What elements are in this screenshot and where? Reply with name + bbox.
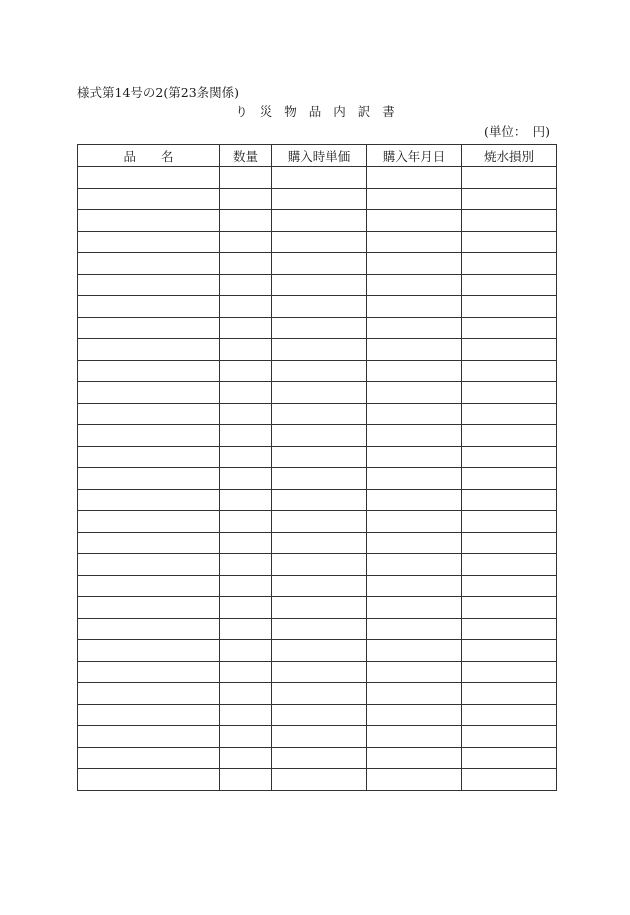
quantity-cell bbox=[220, 425, 272, 447]
item-name-cell bbox=[78, 468, 220, 490]
unit-price-cell bbox=[272, 382, 367, 404]
unit-price-cell bbox=[272, 360, 367, 382]
item-name-cell bbox=[78, 769, 220, 791]
damage-type-cell bbox=[462, 360, 557, 382]
unit-price-cell bbox=[272, 468, 367, 490]
unit-price-cell bbox=[272, 489, 367, 511]
quantity-cell bbox=[220, 231, 272, 253]
purchase-date-cell bbox=[367, 339, 462, 361]
table-row bbox=[78, 618, 557, 640]
damage-type-cell bbox=[462, 231, 557, 253]
column-header-purchase-date: 購入年月日 bbox=[367, 145, 462, 167]
purchase-date-cell bbox=[367, 683, 462, 705]
quantity-cell bbox=[220, 618, 272, 640]
unit-price-cell bbox=[272, 210, 367, 232]
table-row bbox=[78, 704, 557, 726]
document-title bbox=[0, 102, 630, 120]
quantity-cell bbox=[220, 511, 272, 533]
damage-type-cell bbox=[462, 489, 557, 511]
quantity-cell bbox=[220, 446, 272, 468]
quantity-cell bbox=[220, 403, 272, 425]
purchase-date-cell bbox=[367, 769, 462, 791]
table-row bbox=[78, 769, 557, 791]
damage-type-cell bbox=[462, 661, 557, 683]
unit-price-cell bbox=[272, 188, 367, 210]
damage-type-cell bbox=[462, 640, 557, 662]
purchase-date-cell bbox=[367, 425, 462, 447]
unit-price-cell bbox=[272, 769, 367, 791]
unit-price-cell bbox=[272, 532, 367, 554]
unit-price-cell bbox=[272, 597, 367, 619]
quantity-cell bbox=[220, 167, 272, 189]
purchase-date-cell bbox=[367, 360, 462, 382]
quantity-cell bbox=[220, 554, 272, 576]
item-name-cell bbox=[78, 747, 220, 769]
item-name-cell bbox=[78, 661, 220, 683]
unit-price-cell bbox=[272, 253, 367, 275]
purchase-date-cell bbox=[367, 704, 462, 726]
item-name-cell bbox=[78, 253, 220, 275]
unit-price-cell bbox=[272, 425, 367, 447]
quantity-cell bbox=[220, 704, 272, 726]
table-row bbox=[78, 661, 557, 683]
column-header-damage-type: 焼水損別 bbox=[462, 145, 557, 167]
quantity-cell bbox=[220, 339, 272, 361]
item-name-cell bbox=[78, 296, 220, 318]
damage-type-cell bbox=[462, 468, 557, 490]
column-header-unit-price: 購入時単価 bbox=[272, 145, 367, 167]
quantity-cell bbox=[220, 468, 272, 490]
unit-price-cell bbox=[272, 575, 367, 597]
quantity-cell bbox=[220, 726, 272, 748]
purchase-date-cell bbox=[367, 403, 462, 425]
table-row bbox=[78, 468, 557, 490]
unit-note: (単位： 円) bbox=[483, 124, 550, 139]
table-row bbox=[78, 188, 557, 210]
table-row bbox=[78, 726, 557, 748]
quantity-cell bbox=[220, 296, 272, 318]
table-row bbox=[78, 640, 557, 662]
quantity-cell bbox=[220, 640, 272, 662]
purchase-date-cell bbox=[367, 511, 462, 533]
damage-type-cell bbox=[462, 511, 557, 533]
item-name-cell bbox=[78, 511, 220, 533]
table-row bbox=[78, 425, 557, 447]
damage-type-cell bbox=[462, 554, 557, 576]
quantity-cell bbox=[220, 597, 272, 619]
item-name-cell bbox=[78, 489, 220, 511]
title-char: 災 bbox=[259, 104, 273, 119]
damage-type-cell bbox=[462, 532, 557, 554]
damage-type-cell bbox=[462, 597, 557, 619]
unit-price-cell bbox=[272, 640, 367, 662]
damage-type-cell bbox=[462, 769, 557, 791]
damage-type-cell bbox=[462, 425, 557, 447]
quantity-cell bbox=[220, 253, 272, 275]
title-char: 品 bbox=[308, 104, 322, 119]
table-row bbox=[78, 532, 557, 554]
item-name-cell bbox=[78, 683, 220, 705]
quantity-cell bbox=[220, 317, 272, 339]
column-header-quantity: 数量 bbox=[220, 145, 272, 167]
item-name-cell bbox=[78, 532, 220, 554]
purchase-date-cell bbox=[367, 597, 462, 619]
purchase-date-cell bbox=[367, 446, 462, 468]
table-row bbox=[78, 360, 557, 382]
quantity-cell bbox=[220, 188, 272, 210]
unit-price-cell bbox=[272, 726, 367, 748]
item-name-cell bbox=[78, 425, 220, 447]
purchase-date-cell bbox=[367, 468, 462, 490]
title-char: 訳 bbox=[357, 104, 371, 119]
damage-type-cell bbox=[462, 726, 557, 748]
table-row bbox=[78, 382, 557, 404]
table-row bbox=[78, 339, 557, 361]
purchase-date-cell bbox=[367, 382, 462, 404]
table-row bbox=[78, 210, 557, 232]
purchase-date-cell bbox=[367, 296, 462, 318]
item-name-cell bbox=[78, 726, 220, 748]
purchase-date-cell bbox=[367, 253, 462, 275]
item-name-cell bbox=[78, 360, 220, 382]
purchase-date-cell bbox=[367, 489, 462, 511]
quantity-cell bbox=[220, 769, 272, 791]
quantity-cell bbox=[220, 274, 272, 296]
damage-type-cell bbox=[462, 446, 557, 468]
quantity-cell bbox=[220, 532, 272, 554]
quantity-cell bbox=[220, 683, 272, 705]
unit-price-cell bbox=[272, 747, 367, 769]
item-name-cell bbox=[78, 167, 220, 189]
quantity-cell bbox=[220, 360, 272, 382]
table-row bbox=[78, 167, 557, 189]
damage-type-cell bbox=[462, 382, 557, 404]
table-row bbox=[78, 489, 557, 511]
table-row bbox=[78, 253, 557, 275]
item-name-cell bbox=[78, 575, 220, 597]
unit-price-cell bbox=[272, 274, 367, 296]
quantity-cell bbox=[220, 575, 272, 597]
item-name-cell bbox=[78, 210, 220, 232]
damage-type-cell bbox=[462, 296, 557, 318]
title-char: 内 bbox=[333, 104, 346, 119]
table-row bbox=[78, 575, 557, 597]
unit-price-cell bbox=[272, 317, 367, 339]
purchase-date-cell bbox=[367, 532, 462, 554]
purchase-date-cell bbox=[367, 210, 462, 232]
purchase-date-cell bbox=[367, 231, 462, 253]
item-name-cell bbox=[78, 382, 220, 404]
item-name-cell bbox=[78, 188, 220, 210]
purchase-date-cell bbox=[367, 167, 462, 189]
damage-type-cell bbox=[462, 339, 557, 361]
purchase-date-cell bbox=[367, 554, 462, 576]
damage-type-cell bbox=[462, 253, 557, 275]
purchase-date-cell bbox=[367, 274, 462, 296]
unit-price-cell bbox=[272, 296, 367, 318]
unit-price-cell bbox=[272, 661, 367, 683]
table-row bbox=[78, 554, 557, 576]
purchase-date-cell bbox=[367, 640, 462, 662]
damage-type-cell bbox=[462, 188, 557, 210]
purchase-date-cell bbox=[367, 188, 462, 210]
unit-price-cell bbox=[272, 167, 367, 189]
unit-price-cell bbox=[272, 554, 367, 576]
form-number: 様式第14号の2(第23条関係) bbox=[77, 85, 240, 100]
table-row bbox=[78, 274, 557, 296]
table-header-row bbox=[78, 145, 557, 167]
damage-type-cell bbox=[462, 167, 557, 189]
damage-type-cell bbox=[462, 747, 557, 769]
item-name-cell bbox=[78, 339, 220, 361]
unit-price-cell bbox=[272, 704, 367, 726]
item-name-cell bbox=[78, 446, 220, 468]
quantity-cell bbox=[220, 489, 272, 511]
table-row bbox=[78, 597, 557, 619]
inventory-table bbox=[77, 144, 557, 791]
table-row bbox=[78, 403, 557, 425]
unit-price-cell bbox=[272, 403, 367, 425]
unit-price-cell bbox=[272, 683, 367, 705]
title-char: り bbox=[235, 104, 248, 119]
table-row bbox=[78, 231, 557, 253]
purchase-date-cell bbox=[367, 747, 462, 769]
item-name-cell bbox=[78, 618, 220, 640]
table-body bbox=[78, 167, 557, 791]
table-row bbox=[78, 683, 557, 705]
column-header-item-name: 品 名 bbox=[78, 145, 220, 167]
purchase-date-cell bbox=[367, 726, 462, 748]
damage-type-cell bbox=[462, 575, 557, 597]
damage-type-cell bbox=[462, 210, 557, 232]
unit-price-cell bbox=[272, 446, 367, 468]
damage-type-cell bbox=[462, 704, 557, 726]
item-name-cell bbox=[78, 704, 220, 726]
item-name-cell bbox=[78, 231, 220, 253]
damage-type-cell bbox=[462, 317, 557, 339]
unit-price-cell bbox=[272, 511, 367, 533]
item-name-cell bbox=[78, 640, 220, 662]
quantity-cell bbox=[220, 747, 272, 769]
quantity-cell bbox=[220, 661, 272, 683]
item-name-cell bbox=[78, 554, 220, 576]
title-char: 物 bbox=[284, 104, 297, 119]
unit-price-cell bbox=[272, 231, 367, 253]
purchase-date-cell bbox=[367, 618, 462, 640]
table-row bbox=[78, 317, 557, 339]
table-row bbox=[78, 296, 557, 318]
unit-price-cell bbox=[272, 339, 367, 361]
damage-type-cell bbox=[462, 274, 557, 296]
purchase-date-cell bbox=[367, 575, 462, 597]
damage-type-cell bbox=[462, 683, 557, 705]
damage-type-cell bbox=[462, 618, 557, 640]
title-char: 書 bbox=[382, 104, 395, 119]
item-name-cell bbox=[78, 403, 220, 425]
table-row bbox=[78, 747, 557, 769]
quantity-cell bbox=[220, 210, 272, 232]
item-name-cell bbox=[78, 597, 220, 619]
purchase-date-cell bbox=[367, 317, 462, 339]
item-name-cell bbox=[78, 317, 220, 339]
table-row bbox=[78, 446, 557, 468]
item-name-cell bbox=[78, 274, 220, 296]
damage-type-cell bbox=[462, 403, 557, 425]
table-row bbox=[78, 511, 557, 533]
quantity-cell bbox=[220, 382, 272, 404]
purchase-date-cell bbox=[367, 661, 462, 683]
unit-price-cell bbox=[272, 618, 367, 640]
